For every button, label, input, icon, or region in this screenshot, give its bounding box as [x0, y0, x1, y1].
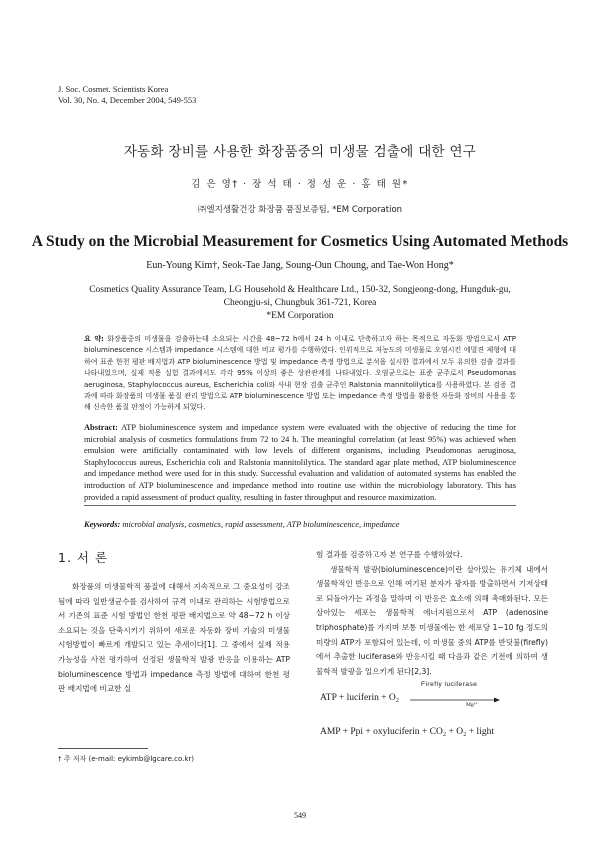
section-heading-introduction: 1. 서 론 [58, 550, 109, 565]
korean-affiliation: ㈜엘지생활건강 화장품 품질보증팀, *EM Corporation [197, 205, 403, 215]
english-abstract [84, 422, 516, 503]
footnote-divider [58, 748, 148, 749]
affiliation-line-1: Cosmetics Quality Assurance Team, LG Household & Healthcare Ltd., 150-32, Songjeong-dong, Hungduk-gu, [89, 285, 511, 295]
introduction-paragraph-2: 생물학적 발광(bioluminescence)이란 살아있는 유기체 내에서 생물학적인 반응으로 인해 여기된 분자가 광자를 방출하면서 기저상태로 되돌아가는 과정을 말하며 이 반응은 효소에 의해 촉매화된다. 모든 살아있는 세포는 생물학적 에너지원으로서 ATP (adenosine triphosphate)를 가지며 보통 미생물에는 한 세포당 1~10 fg 정도의 미량의 ATP가 포함되어 있는데, 이 미생물 중의 ATP를 반딧불(firefly)에서 추출한 luciferase와 반응시킬 때 다음과 같은 기전에 의하여 생물학적 발광을 일으키게 된다[2,3]. [316, 564, 548, 676]
cofactor-label: Mg²⁺ [466, 702, 479, 709]
equation-reactants: ATP + luciferin + O₂ [320, 693, 400, 704]
affiliation-line-2: Cheongju-si, Chungbuk 361-721, Korea [223, 298, 377, 308]
english-authors: Eun-Young Kim†, Seok-Tae Jang, Soung-Oun Choung, and Tae-Won Hong* [146, 260, 454, 271]
reaction-arrow-icon [410, 687, 500, 705]
journal-volume: Vol. 30, No. 4, December 2004, 549-553 [58, 95, 197, 105]
korean-abstract [84, 334, 516, 414]
english-abstract-text: ATP bioluminescence system and impedance system were evaluated with the objective of reducing the time for microbial analysis of cosmetics formulations from 72 to 24 h. The meaningful correlation (at least 95%) was achieved when emulsion were artificially contaminated with low levels of different organisms, including Pseudomonas aeruginosa, Staphylococcus aureus, Escherichia coli and Ralstonia mannitolilytica. The standard agar plate method, ATP bioluminescence and impedance method were used for in this study. Successful evaluation and validation of automated systems has enabled the introduction of ATP bioluminescence and impedance method into routine use within the microbiology laboratory. This has provided a rapid assessment of product quality, resulting in faster throughput and resource maximization. [84, 423, 516, 502]
english-affiliation [0, 284, 600, 323]
keywords-label: Keywords: [84, 520, 121, 529]
introduction-paragraph-continued: 험 결과를 검증하고자 본 연구를 수행하였다. [316, 550, 463, 559]
journal-header [58, 84, 196, 106]
enzyme-label: Firefly luciferase [421, 681, 478, 689]
introduction-paragraph-1: 화장품의 미생물학적 품질에 대해서 지속적으로 그 중요성이 강조됨에 따라 일반생균수를 검사하여 규격 이내로 관리하는 시험방법으로서 기존의 표준 시험 방법인 한천 평판 배지법으로 약 48~72 h 이상 소요되는 것을 단축시키기 위하여 새로운 자동화 장비 기술의 미생물 시험방법이 빠르게 개발되고 있는 추세이다[1]. 그 중에서 실제 적용 가능성을 사전 평가하여 선정된 생물학적 발광 반응을 이용하는 ATP bioluminescence 방법과 impedance 측정 방법에 대하여 한천 평판 배지법에 비교한 실 [58, 582, 290, 694]
english-title: A Study on the Microbial Measurement for Cosmetics Using Automated Methods [31, 233, 569, 250]
affiliation-line-3: *EM Corporation [266, 311, 334, 321]
left-column [58, 548, 290, 697]
keywords [84, 520, 516, 529]
corresponding-author-footnote: † 주 저자 (e-mail: eykimb@lgcare.co.kr) [58, 755, 194, 763]
page-number: 549 [294, 811, 306, 820]
keywords-divider [84, 505, 516, 506]
right-column [316, 548, 548, 737]
journal-name: J. Soc. Cosmet. Scientists Korea [58, 84, 169, 94]
korean-abstract-label: 요 약: [84, 335, 104, 343]
korean-authors: 김 은 영† · 장 석 태 · 정 성 운 · 홍 태 원* [191, 179, 409, 190]
english-abstract-label: Abstract: [84, 423, 118, 432]
korean-abstract-text: 화장품중의 미생물을 검출하는데 소요되는 시간을 48~72 h에서 24 h 이내로 단축하고자 하는 목적으로 자동화 방법으로서 ATP bioluminescence 시스템과 impedance 시스템에 대한 비교 평가를 수행하였다. 인위적으로 저농도의 미생물로 오염시킨 에멀젼 제형에 대하여 표준 한천 평판 배지법과 ATP bioluminescence 방법 및 impedance 측정 방법으로 분석을 실시한 결과에서 모두 유의한 검출 결과를 나타내었으며, 실제 적용 실험 결과에서도 각각 95% 이상의 좋은 상관관계를 나타내었다. 오염균으로는 표준 균주로서 Pseudomonas aeruginosa, Staphylococcus aureus, Escherichia coli와 사내 현장 검출 균주인 Ralstonia mannitolilytica를 사용하였다. 본 검증 결과에 따라 화장품의 미생물 품질 관리 방법으로 ATP bioluminescence 방법 또는 impedance 측정 방법을 활용한 자동화 장비의 사용을 통해 신속한 품질 판정이 가능하게 되었다. [84, 335, 516, 412]
equation-products: AMP + Ppi + oxyluciferin + CO₂ + O₂ + light [320, 727, 494, 738]
reaction-equation [316, 681, 548, 738]
keywords-text: microbial analysis, cosmetics, rapid assessment, ATP bioluminescence, impedance [120, 520, 400, 529]
korean-title: 자동화 장비를 사용한 화장품중의 미생물 검출에 대한 연구 [123, 144, 477, 160]
